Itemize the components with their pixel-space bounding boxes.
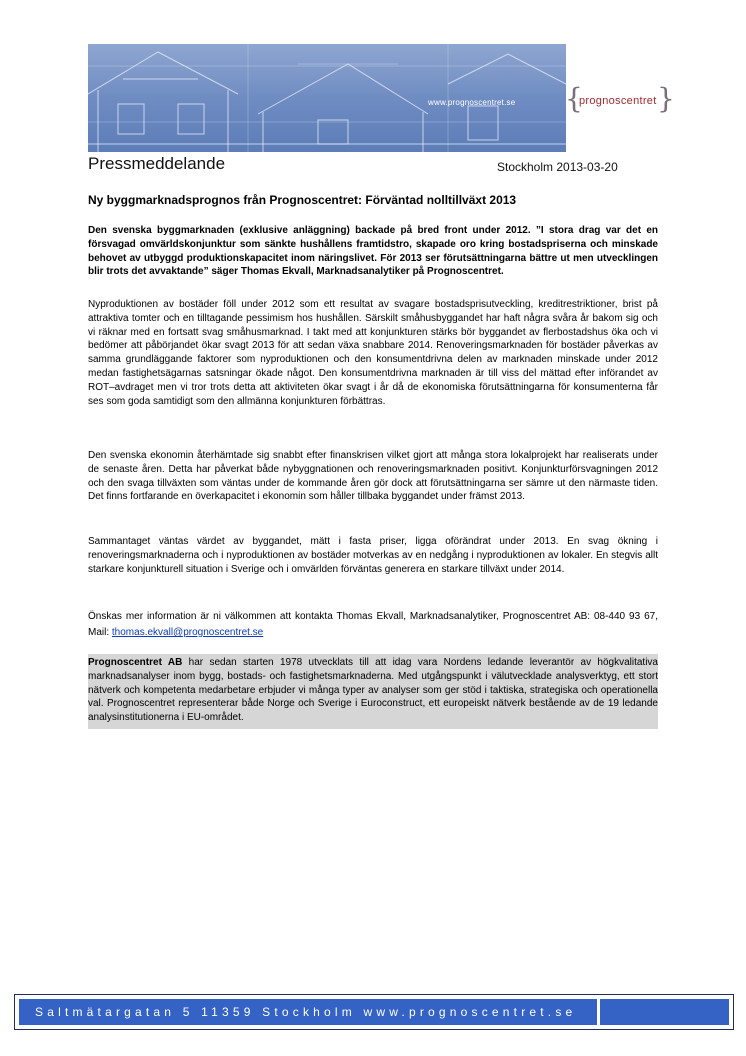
- contact-text: Önskas mer information är ni välkommen att kontakta Thomas Ekvall, Marknadsanalytiker, Prognoscentret AB: 08-440 93 67, Mail:: [88, 611, 658, 638]
- page-title: Pressmeddelande: [88, 154, 226, 173]
- footer: [14, 994, 734, 1030]
- logo-brace-left: {: [565, 82, 584, 115]
- contact-paragraph: [88, 609, 658, 641]
- about-company-text: har sedan starten 1978 utvecklats till att idag vara Nordens ledande leverantör av högkvalitativa marknadsanalyser inom bygg, bostads- och fastighetsmarknaderna. Med utgångspunkt i välutvecklade analysverktyg, ett stort nätverk och kompetenta medarbetare erbjuder vi många typer av analyser som ger stöd i taktiska, strategiska och operationella val. Prognoscentret representerar både Norge och Sverige i Euroconstruct, ett europeiskt nätverk bestående av de 19 ledande analysinstitutionerna i EU-området.: [88, 657, 658, 724]
- footer-address: Saltmätargatan 5 11359 Stockholm www.prognoscentret.se: [19, 999, 597, 1025]
- footer-block: [600, 999, 729, 1025]
- header-banner: [88, 44, 566, 152]
- lead-paragraph: Den svenska byggmarknaden (exklusive anläggning) backade på bred front under 2012. ”I stora drag var det en försvagad omvärldskonjunktur som sänkte hushållens framtidstro, skapade oro kring bostadspriserna och minskade behovet av utbyggd produktionskapacitet inom näringslivet. För 2013 ser förutsättningarna bättre ut men utvecklingen blir trots det avvaktande” säger Thomas Ekvall, Marknadsanalytiker på Prognoscentret.: [88, 225, 658, 278]
- release-date: Stockholm 2013-03-20: [497, 160, 618, 174]
- paragraph-summary: Sammantaget väntas värdet av byggandet, mätt i fasta priser, ligga oförändrat under 2013. En svag ökning i renoveringsmarknaderna och i nyproduktionen av bostäder motverkas av en nedgång i nyproduktionen av lokaler. En stegvis allt starkare konjunkturell situation i Sverige och i omvärlden förväntas generera en starkare tillväxt under 2014.: [88, 536, 658, 575]
- logo-wordmark: prognoscentret: [579, 95, 657, 107]
- contact-email-link[interactable]: thomas.ekvall@prognoscentret.se: [111, 627, 264, 638]
- headline: Ny byggmarknadsprognos från Prognoscentret: Förväntad nolltillväxt 2013: [88, 193, 517, 207]
- prognoscentret-logo: [565, 82, 676, 120]
- paragraph-economy: Den svenska ekonomin återhämtade sig snabbt efter finanskrisen vilket gjort att många stora lokalprojekt har realiserats under de senaste åren. Detta har påverkat både nybyggnationen och renoveringsmarknaden positivt. Konjunkturförsvagningen 2012 och den svaga tillväxten som väntas under de kommande åren gör dock att förutsättningarna ser sämre ut den närmaste tiden. Det finns fortfarande en överkapacitet i ekonomin som håller tillbaka byggandet under främst 2013.: [88, 450, 658, 503]
- about-company-box: [88, 654, 658, 729]
- about-company-name: Prognoscentret AB: [88, 657, 183, 668]
- logo-brace-right: }: [657, 82, 676, 115]
- paragraph-housing: Nyproduktionen av bostäder föll under 2012 som ett resultat av svagare bostadsprisutveckling, kreditrestriktioner, brist på attraktiva tomter och en tilltagande pessimism hos hushållen. Särskilt småhusbyggandet har haft några svåra år bakom sig och vi räknar med en fortsatt svag småhusmarknad. I takt med att konjunkturen stärks bör byggandet av flerbostadshus öka och vi bedömer att påbörjandet ökar svagt 2013 för att sedan växa snabbare 2014. Renoveringsmarknaden för bostäder påverkas av samma grundläggande faktorer som nyproduktionen och den konsumentdrivna delen av marknaden minskade under 2012 medan fastighetsägarnas satsningar ökade något. Den konsumentdrivna marknaden är till viss del mättad efter införandet av ROT–avdraget men vi tror trots detta att aktiviteten ökar svagt i år då de ekonomiska förutsättningarna för konsumenterna får ses som goda samtidigt som den allmänna konjunkturen förbättras.: [88, 299, 658, 407]
- banner-url: www.prognoscentret.se: [428, 98, 516, 107]
